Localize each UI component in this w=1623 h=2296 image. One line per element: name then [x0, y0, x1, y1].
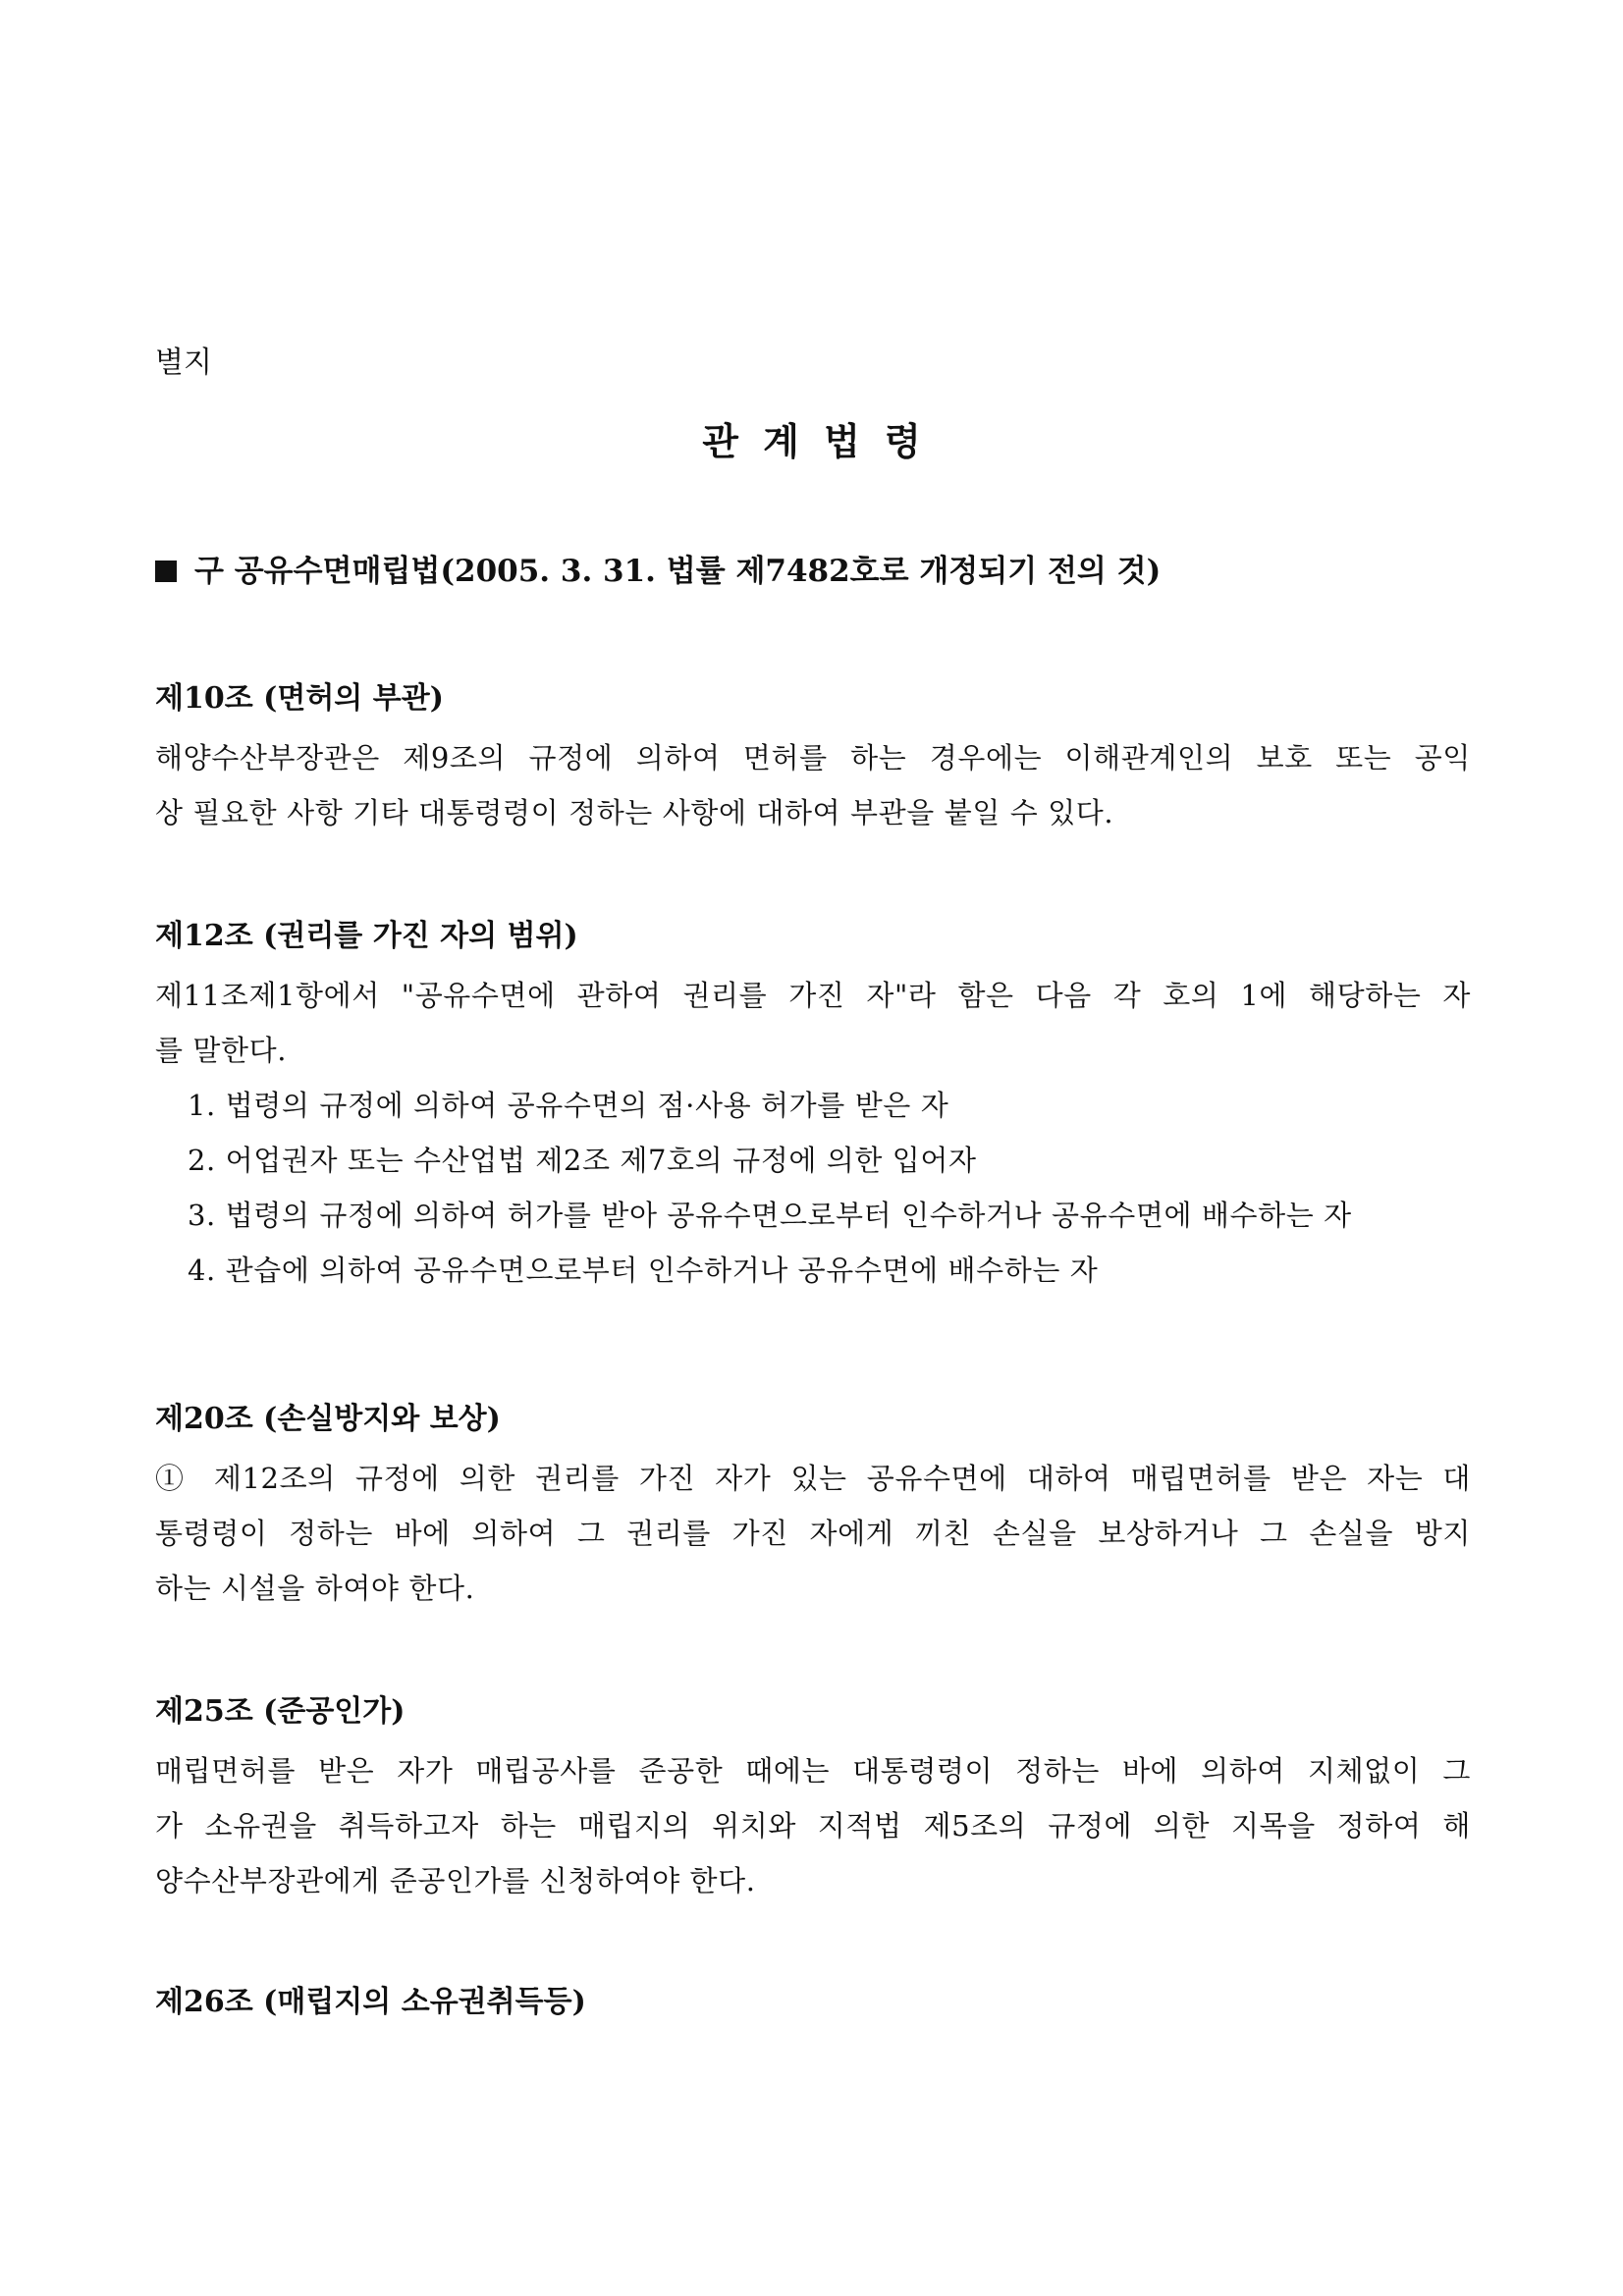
- article-line: ① 제12조의 규정에 의한 권리를 가진 자가 있는 공유수면에 대하여 매립면허를 받은 자는 대: [155, 1462, 1471, 1495]
- square-bullet-icon: [155, 561, 177, 582]
- article-title: 제12조 (권리를 가진 자의 범위): [155, 919, 578, 953]
- article-line: 를 말한다.: [155, 1034, 288, 1067]
- article-line: 제11조제1항에서 "공유수면에 관하여 권리를 가진 자"라 함은 다음 각 호의 1에 해당하는 자: [155, 979, 1471, 1012]
- article-line: 통령령이 정하는 바에 의하여 그 권리를 가진 자에게 끼친 손실을 보상하거나 그 손실을 방지: [155, 1517, 1471, 1550]
- article-line: 상 필요한 사항 기타 대통령령이 정하는 사항에 대하여 부관을 붙일 수 있다.: [155, 796, 1114, 829]
- article-26: [155, 1981, 1471, 2034]
- document-title: 관 계 법 령: [702, 420, 921, 463]
- list-item: 1. 법령의 규정에 의하여 공유수면의 점·사용 허가를 받은 자: [188, 1089, 949, 1122]
- article-title: 제10조 (면허의 부관): [155, 681, 444, 716]
- law-heading: [155, 550, 1161, 593]
- list-item: 4. 관습에 의하여 공유수면으로부터 인수하거나 공유수면에 배수하는 자: [188, 1254, 1099, 1287]
- law-heading-text: 구 공유수면매립법(2005. 3. 31. 법률 제7482호로 개정되기 전의 것): [194, 554, 1162, 589]
- article-line: 매립면허를 받은 자가 매립공사를 준공한 때에는 대통령령이 정하는 바에 의하여 지체없이 그: [155, 1754, 1471, 1788]
- article-title: 제25조 (준공인가): [155, 1694, 406, 1729]
- article-title: 제26조 (매립지의 소유권취득등): [155, 1985, 586, 2019]
- article-25: [155, 1690, 1471, 1908]
- article-line: 하는 시설을 하여야 한다.: [155, 1572, 475, 1605]
- article-line: 해양수산부장관은 제9조의 규정에 의하여 면허를 하는 경우에는 이해관계인의 보호 또는 공익: [155, 741, 1471, 774]
- annex-label: 별지: [155, 346, 212, 380]
- article-10: [155, 677, 1471, 840]
- list-item: 2. 어업권자 또는 수산업법 제2조 제7호의 규정에 의한 입어자: [188, 1144, 977, 1177]
- article-20: [155, 1398, 1471, 1616]
- article-line: 양수산부장관에게 준공인가를 신청하여야 한다.: [155, 1864, 756, 1897]
- list-item: 3. 법령의 규정에 의하여 허가를 받아 공유수면으로부터 인수하거나 공유수면에 배수하는 자: [188, 1199, 1352, 1232]
- article-title: 제20조 (손실방지와 보상): [155, 1402, 501, 1436]
- article-line: 가 소유권을 취득하고자 하는 매립지의 위치와 지적법 제5조의 규정에 의한 지목을 정하여 해: [155, 1809, 1471, 1842]
- article-12: [155, 915, 1471, 1298]
